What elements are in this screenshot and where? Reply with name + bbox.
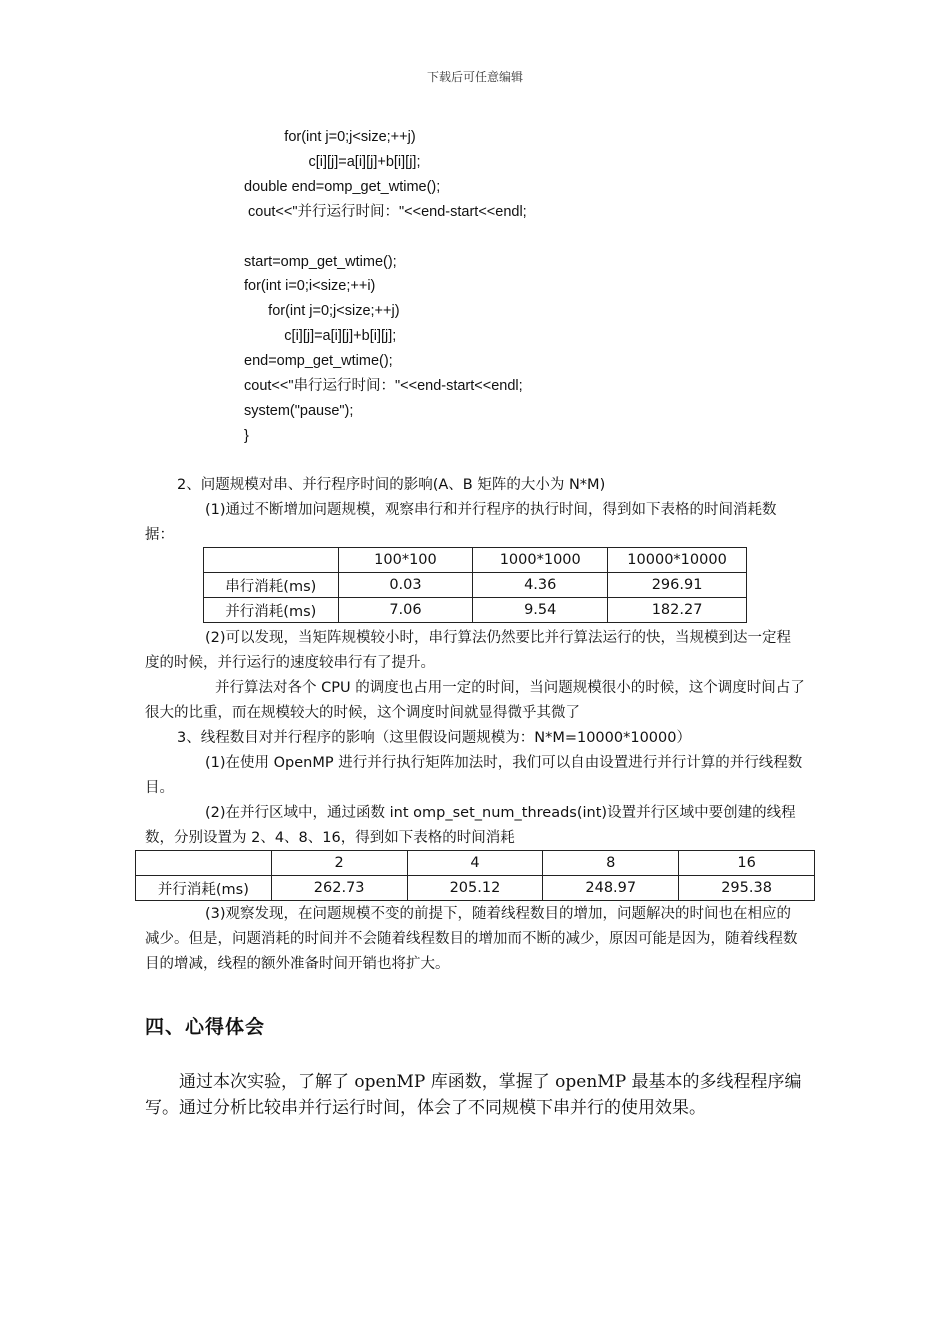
table-cell: 182.27 bbox=[608, 598, 747, 623]
code-block bbox=[244, 125, 527, 449]
table-problem-size bbox=[203, 547, 747, 623]
table-cell: 4.36 bbox=[473, 573, 608, 598]
table-header-cell: 1000*1000 bbox=[473, 548, 608, 573]
page-header: 下载后可任意编辑 bbox=[426, 70, 523, 84]
table-row bbox=[136, 876, 815, 901]
section3-paragraph-2: (2)在并行区域中，通过函数 int omp_set_num_threads(int)设置并行区域中要创建的线程数，分别设置为 2、4、8、16，得到如下表格的时间消耗 bbox=[145, 805, 796, 846]
table-header-cell bbox=[204, 548, 339, 573]
table-cell: 248.97 bbox=[543, 876, 679, 901]
section3-paragraph-1: (1)在使用 OpenMP 进行并行执行矩阵加法时，我们可以自由设置进行并行计算的并行线程数目。 bbox=[145, 755, 803, 796]
code-line: system("pause"); bbox=[244, 402, 354, 419]
section2-paragraph-3: 并行算法对各个 CPU 的调度也占用一定的时间，当问题规模很小的时候，这个调度时间占了很大的比重，而在规模较大的时候，这个调度时间就显得微乎其微了 bbox=[145, 680, 805, 721]
code-line: for(int j=0;j<size;++j) bbox=[244, 303, 400, 320]
code-line: cout<<"并行运行时间："<<end-start<<endl; bbox=[244, 203, 527, 220]
section4-paragraph: 通过本次实验，了解了 openMP 库函数，掌握了 openMP 最基本的多线程程序编写。通过分析比较串并行运行时间，体会了不同规模下串并行的使用效果。 bbox=[145, 1072, 802, 1118]
code-line: cout<<"串行运行时间："<<end-start<<endl; bbox=[244, 378, 523, 395]
code-line: end=omp_get_wtime(); bbox=[244, 353, 393, 370]
section2-paragraph-2: (2)可以发现，当矩阵规模较小时，串行算法仍然要比并行算法运行的快，当规模到达一定程度的时候，并行运行的速度较串行有了提升。 bbox=[145, 630, 792, 671]
code-line: for(int i=0;i<size;++i) bbox=[244, 278, 376, 295]
section2-title: 2、问题规模对串、并行程序时间的影响(A、B 矩阵的大小为 N*M) bbox=[177, 477, 606, 493]
section2-paragraph-1: (1)通过不断增加问题规模，观察串行和并行程序的执行时间，得到如下表格的时间消耗数据： bbox=[145, 502, 777, 543]
table-row bbox=[204, 573, 747, 598]
table-cell: 0.03 bbox=[338, 573, 473, 598]
table-header-cell: 4 bbox=[407, 851, 543, 876]
table-cell: 7.06 bbox=[338, 598, 473, 623]
table-cell: 并行消耗(ms) bbox=[136, 876, 272, 901]
code-line: start=omp_get_wtime(); bbox=[244, 253, 397, 270]
table-cell: 205.12 bbox=[407, 876, 543, 901]
table-header-cell: 10000*10000 bbox=[608, 548, 747, 573]
table-header-cell: 8 bbox=[543, 851, 679, 876]
table-row bbox=[204, 598, 747, 623]
table-cell: 9.54 bbox=[473, 598, 608, 623]
code-line: } bbox=[244, 427, 249, 444]
code-line: for(int j=0;j<size;++j) bbox=[244, 129, 416, 145]
code-line: c[i][j]=a[i][j]+b[i][j]; bbox=[244, 328, 397, 345]
table-cell: 串行消耗(ms) bbox=[204, 573, 339, 598]
table-cell: 295.38 bbox=[679, 876, 815, 901]
code-line: c[i][j]=a[i][j]+b[i][j]; bbox=[244, 153, 421, 170]
table-cell: 并行消耗(ms) bbox=[204, 598, 339, 623]
table-thread-count bbox=[135, 850, 815, 901]
section3-paragraph-3: (3)观察发现，在问题规模不变的前提下，随着线程数目的增加，问题解决的时间也在相应的减少。但是，问题消耗的时间并不会随着线程数目的增加而不断的减少，原因可能是因为，随着线程数目的增减，线程的额外准备时间开销也将扩大。 bbox=[145, 906, 798, 972]
table-header-cell: 100*100 bbox=[338, 548, 473, 573]
table-header-cell: 16 bbox=[679, 851, 815, 876]
table-cell: 262.73 bbox=[271, 876, 407, 901]
table-header-cell bbox=[136, 851, 272, 876]
section3-title: 3、线程数目对并行程序的影响（这里假设问题规模为：N*M=10000*10000） bbox=[177, 730, 691, 746]
table-header-cell: 2 bbox=[271, 851, 407, 876]
table-header-row bbox=[204, 548, 747, 573]
table-header-row bbox=[136, 851, 815, 876]
table-cell: 296.91 bbox=[608, 573, 747, 598]
code-line: double end=omp_get_wtime(); bbox=[244, 178, 441, 195]
section4-heading: 四、心得体会 bbox=[145, 1016, 266, 1038]
